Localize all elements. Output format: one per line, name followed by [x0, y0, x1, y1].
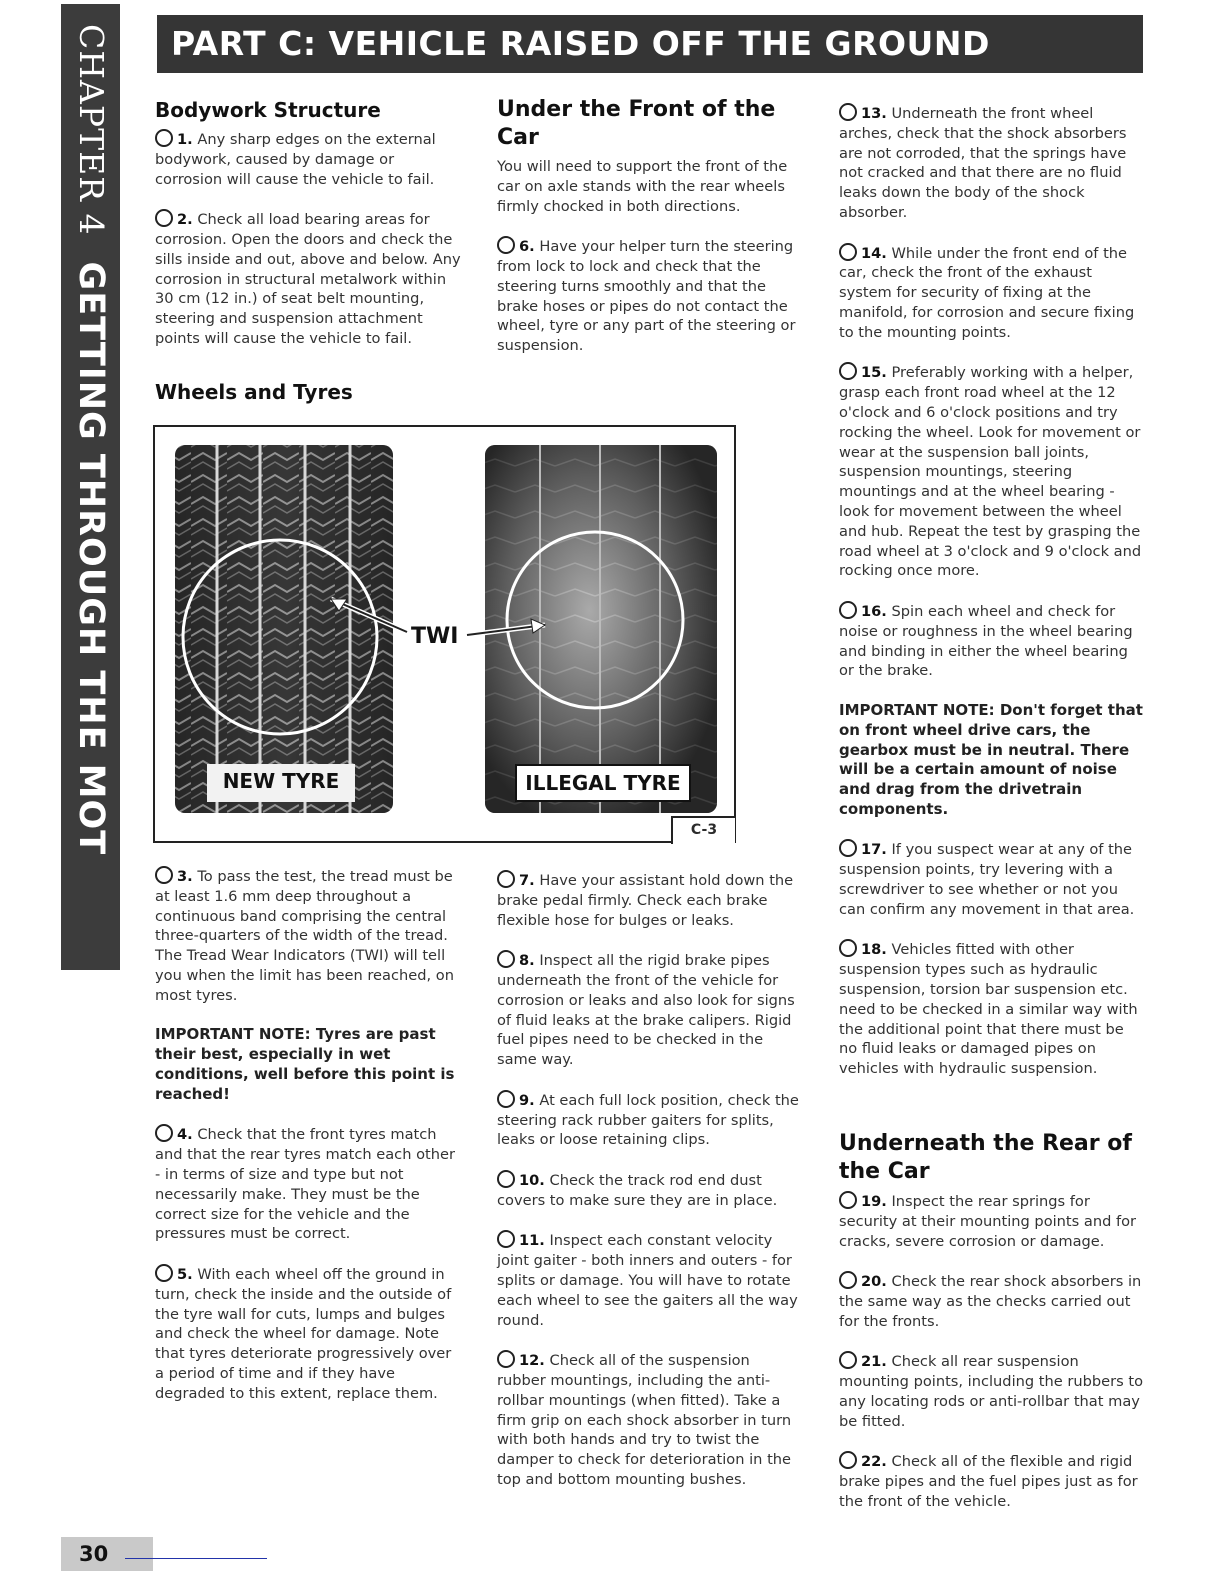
checklist-item-11: 11. Inspect each constant velocity joint gaiter - both inners and outers - for splits or damage. You will have to rotate each wheel to see the gaiters all the way round. — [497, 1232, 798, 1329]
column-1-lower — [155, 866, 461, 1404]
chapter-number: CHAPTER 4 — [72, 24, 111, 236]
checkbox-circle-icon[interactable] — [497, 1350, 515, 1368]
section-heading-rear: Underneath the Rear of the Car — [839, 1131, 1132, 1184]
checkbox-circle-icon[interactable] — [839, 1451, 857, 1469]
checklist-item-9: 9. At each full lock position, check the steering rack rubber gaiters for splits, leaks or loose retaining clips. — [497, 1091, 799, 1149]
checkbox-circle-icon[interactable] — [497, 870, 515, 888]
checklist-item-14: 14. While under the front end of the car, check the front of the exhaust system for security of fixing at the manifold, for corrosion and secure fixing to the mounting points. — [839, 244, 1135, 341]
checklist-item-1: 1. Any sharp edges on the external bodywork, caused by damage or corrosion will cause the vehicle to fail. — [155, 131, 436, 188]
checklist-item-6: 6. Have your helper turn the steering from lock to lock and check that the steering turns smoothly and that the brake hoses or pipes do not contact the wheel, tyre or any part of the steering or suspension. — [497, 238, 796, 355]
part-title-banner: PART C: VEHICLE RAISED OFF THE GROUND — [157, 15, 1143, 73]
section-heading-bodywork: Bodywork Structure — [155, 98, 381, 122]
checklist-item-17: 17. If you suspect wear at any of the suspension points, try levering with a screwdriver to see whether or not you can confirm any movement in that area. — [839, 841, 1135, 918]
checklist-item-21: 21. Check all rear suspension mounting points, including the rubbers to any locating rods or anti-rollbar that may be fitted. — [839, 1353, 1144, 1430]
important-note-tyres: IMPORTANT NOTE: Tyres are past their best, especially in wet conditions, well before this point is reached! — [155, 1025, 455, 1103]
checklist-item-8: 8. Inspect all the rigid brake pipes underneath the front of the vehicle for corrosion or leaks and also look for signs of fluid leaks at the brake calipers. Rigid fuel pipes need to be checked in the same way. — [497, 952, 795, 1069]
checkbox-circle-icon[interactable] — [839, 939, 857, 957]
checklist-item-4: 4. Check that the front tyres match and that the rear tyres match each other - in terms of size and type but not necessarily make. They must be the correct size for the vehicle and the pressures must be correct. — [155, 1126, 455, 1243]
chapter-title: GETTING THROUGH THE MOT — [71, 261, 111, 856]
checklist-item-7: 7. Have your assistant hold down the brake pedal firmly. Check each brake flexible hose for bulges or leaks. — [497, 872, 794, 929]
checkbox-circle-icon[interactable] — [155, 1264, 173, 1282]
checkbox-circle-icon[interactable] — [497, 1170, 515, 1188]
checkbox-circle-icon[interactable] — [497, 236, 515, 254]
checkbox-circle-icon[interactable] — [497, 950, 515, 968]
checkbox-circle-icon[interactable] — [155, 129, 173, 147]
checkbox-circle-icon[interactable] — [839, 839, 857, 857]
checkbox-circle-icon[interactable] — [155, 209, 173, 227]
checklist-item-15: 15. Preferably working with a helper, grasp each front road wheel at the 12 o'clock and 6 o'clock positions and try rocking the wheel. Look for movement or wear at the suspension ball joints, suspension mountings, steering mountings and at the wheel bearing - look for movement between the wheel and hub. Repeat the test by grasping the road wheel at 3 o'clock and 9 o'clock and rocking once more. — [839, 364, 1142, 580]
chapter-side-tab — [61, 4, 120, 970]
section-heading-front: Under the Front of the Car — [497, 97, 776, 150]
checkbox-circle-icon[interactable] — [839, 103, 857, 121]
new-tyre-caption: NEW TYRE — [207, 764, 355, 802]
chapter-side-label — [63, 24, 119, 855]
section-heading-wheels: Wheels and Tyres — [155, 380, 353, 404]
checklist-item-22: 22. Check all of the flexible and rigid brake pipes and the fuel pipes just as for the front of the vehicle. — [839, 1453, 1138, 1510]
checkbox-circle-icon[interactable] — [839, 243, 857, 261]
checklist-item-12: 12. Check all of the suspension rubber mountings, including the anti-rollbar mountings (when fitted). Take a firm grip on each shock absorber in turn with both hands and try to twist the damper to check for deterioration in the top and bottom mounting bushes. — [497, 1352, 792, 1488]
page-number: 30 — [61, 1537, 153, 1571]
checkbox-circle-icon[interactable] — [839, 1271, 857, 1289]
checklist-item-19: 19. Inspect the rear springs for security at their mounting points and for cracks, severe corrosion or damage. — [839, 1193, 1137, 1250]
checklist-item-13: 13. Underneath the front wheel arches, check that the shock absorbers are not corroded, that the springs have not cracked and that there are no fluid leaks down the body of the shock absorber. — [839, 105, 1127, 221]
illegal-tyre-caption: ILLEGAL TYRE — [515, 764, 691, 802]
checkbox-circle-icon[interactable] — [155, 1124, 173, 1142]
checkbox-circle-icon[interactable] — [155, 866, 173, 884]
checklist-item-18: 18. Vehicles fitted with other suspension types such as hydraulic suspension, torsion bar suspension etc. need to be checked in a similar way with the additional point that there must be no fluid leaks or damaged pipes on vehicles with hydraulic suspension. — [839, 941, 1138, 1078]
page-footer-rule — [125, 1558, 267, 1559]
important-note-gearbox: IMPORTANT NOTE: Don't forget that on front wheel drive cars, the gearbox must be in neutral. There will be a certain amount of noise and drag from the drivetrain components. — [839, 700, 1143, 818]
column-3-rear — [839, 1130, 1145, 1512]
checklist-item-16: 16. Spin each wheel and check for noise or roughness in the wheel bearing and binding in either the wheel bearing or the brake. — [839, 602, 1133, 680]
checklist-item-10: 10. Check the track rod end dust covers to make sure they are in place. — [497, 1171, 778, 1209]
twi-label: TWI — [411, 624, 459, 649]
tyre-comparison-figure — [153, 425, 736, 843]
checklist-item-20: 20. Check the rear shock absorbers in the same way as the checks carried out for the fronts. — [839, 1273, 1142, 1330]
front-intro-text: You will need to support the front of the car on axle stands with the rear wheels firmly chocked in both directions. — [497, 158, 788, 215]
checkbox-circle-icon[interactable] — [839, 1191, 857, 1209]
figure-code: C-3 — [671, 816, 735, 844]
column-3 — [839, 103, 1145, 1079]
checkbox-circle-icon[interactable] — [497, 1230, 515, 1248]
checkbox-circle-icon[interactable] — [839, 601, 857, 619]
column-1-top — [155, 96, 461, 349]
checkbox-circle-icon[interactable] — [839, 362, 857, 380]
checklist-item-3: 3. To pass the test, the tread must be at least 1.6 mm deep throughout a continuous band comprising the central three-quarters of the width of the tread. The Tread Wear Indicators (TWI) will tell you when the limit has been reached, on most tyres. — [155, 868, 454, 1004]
column-1-wheels-heading-wrap — [155, 378, 461, 411]
column-2-top — [497, 96, 800, 356]
new-tyre-image — [175, 445, 393, 813]
checklist-item-5: 5. With each wheel off the ground in turn, check the inside and the outside of the tyre wall for cuts, lumps and bulges and check the wheel for damage. Note that tyres deteriorate progressively over a period of time and if they have degraded to this extent, replace them. — [155, 1265, 452, 1402]
checkbox-circle-icon[interactable] — [839, 1351, 857, 1369]
checklist-item-2: 2. Check all load bearing areas for corrosion. Open the doors and check the sills inside and out, above and below. Any corrosion in structural metalwork within 30 cm (12 in.) of seat belt mounting, steering and suspension attachment points will cause the vehicle to fail. — [155, 211, 461, 347]
checkbox-circle-icon[interactable] — [497, 1090, 515, 1108]
column-2-lower — [497, 870, 800, 1490]
